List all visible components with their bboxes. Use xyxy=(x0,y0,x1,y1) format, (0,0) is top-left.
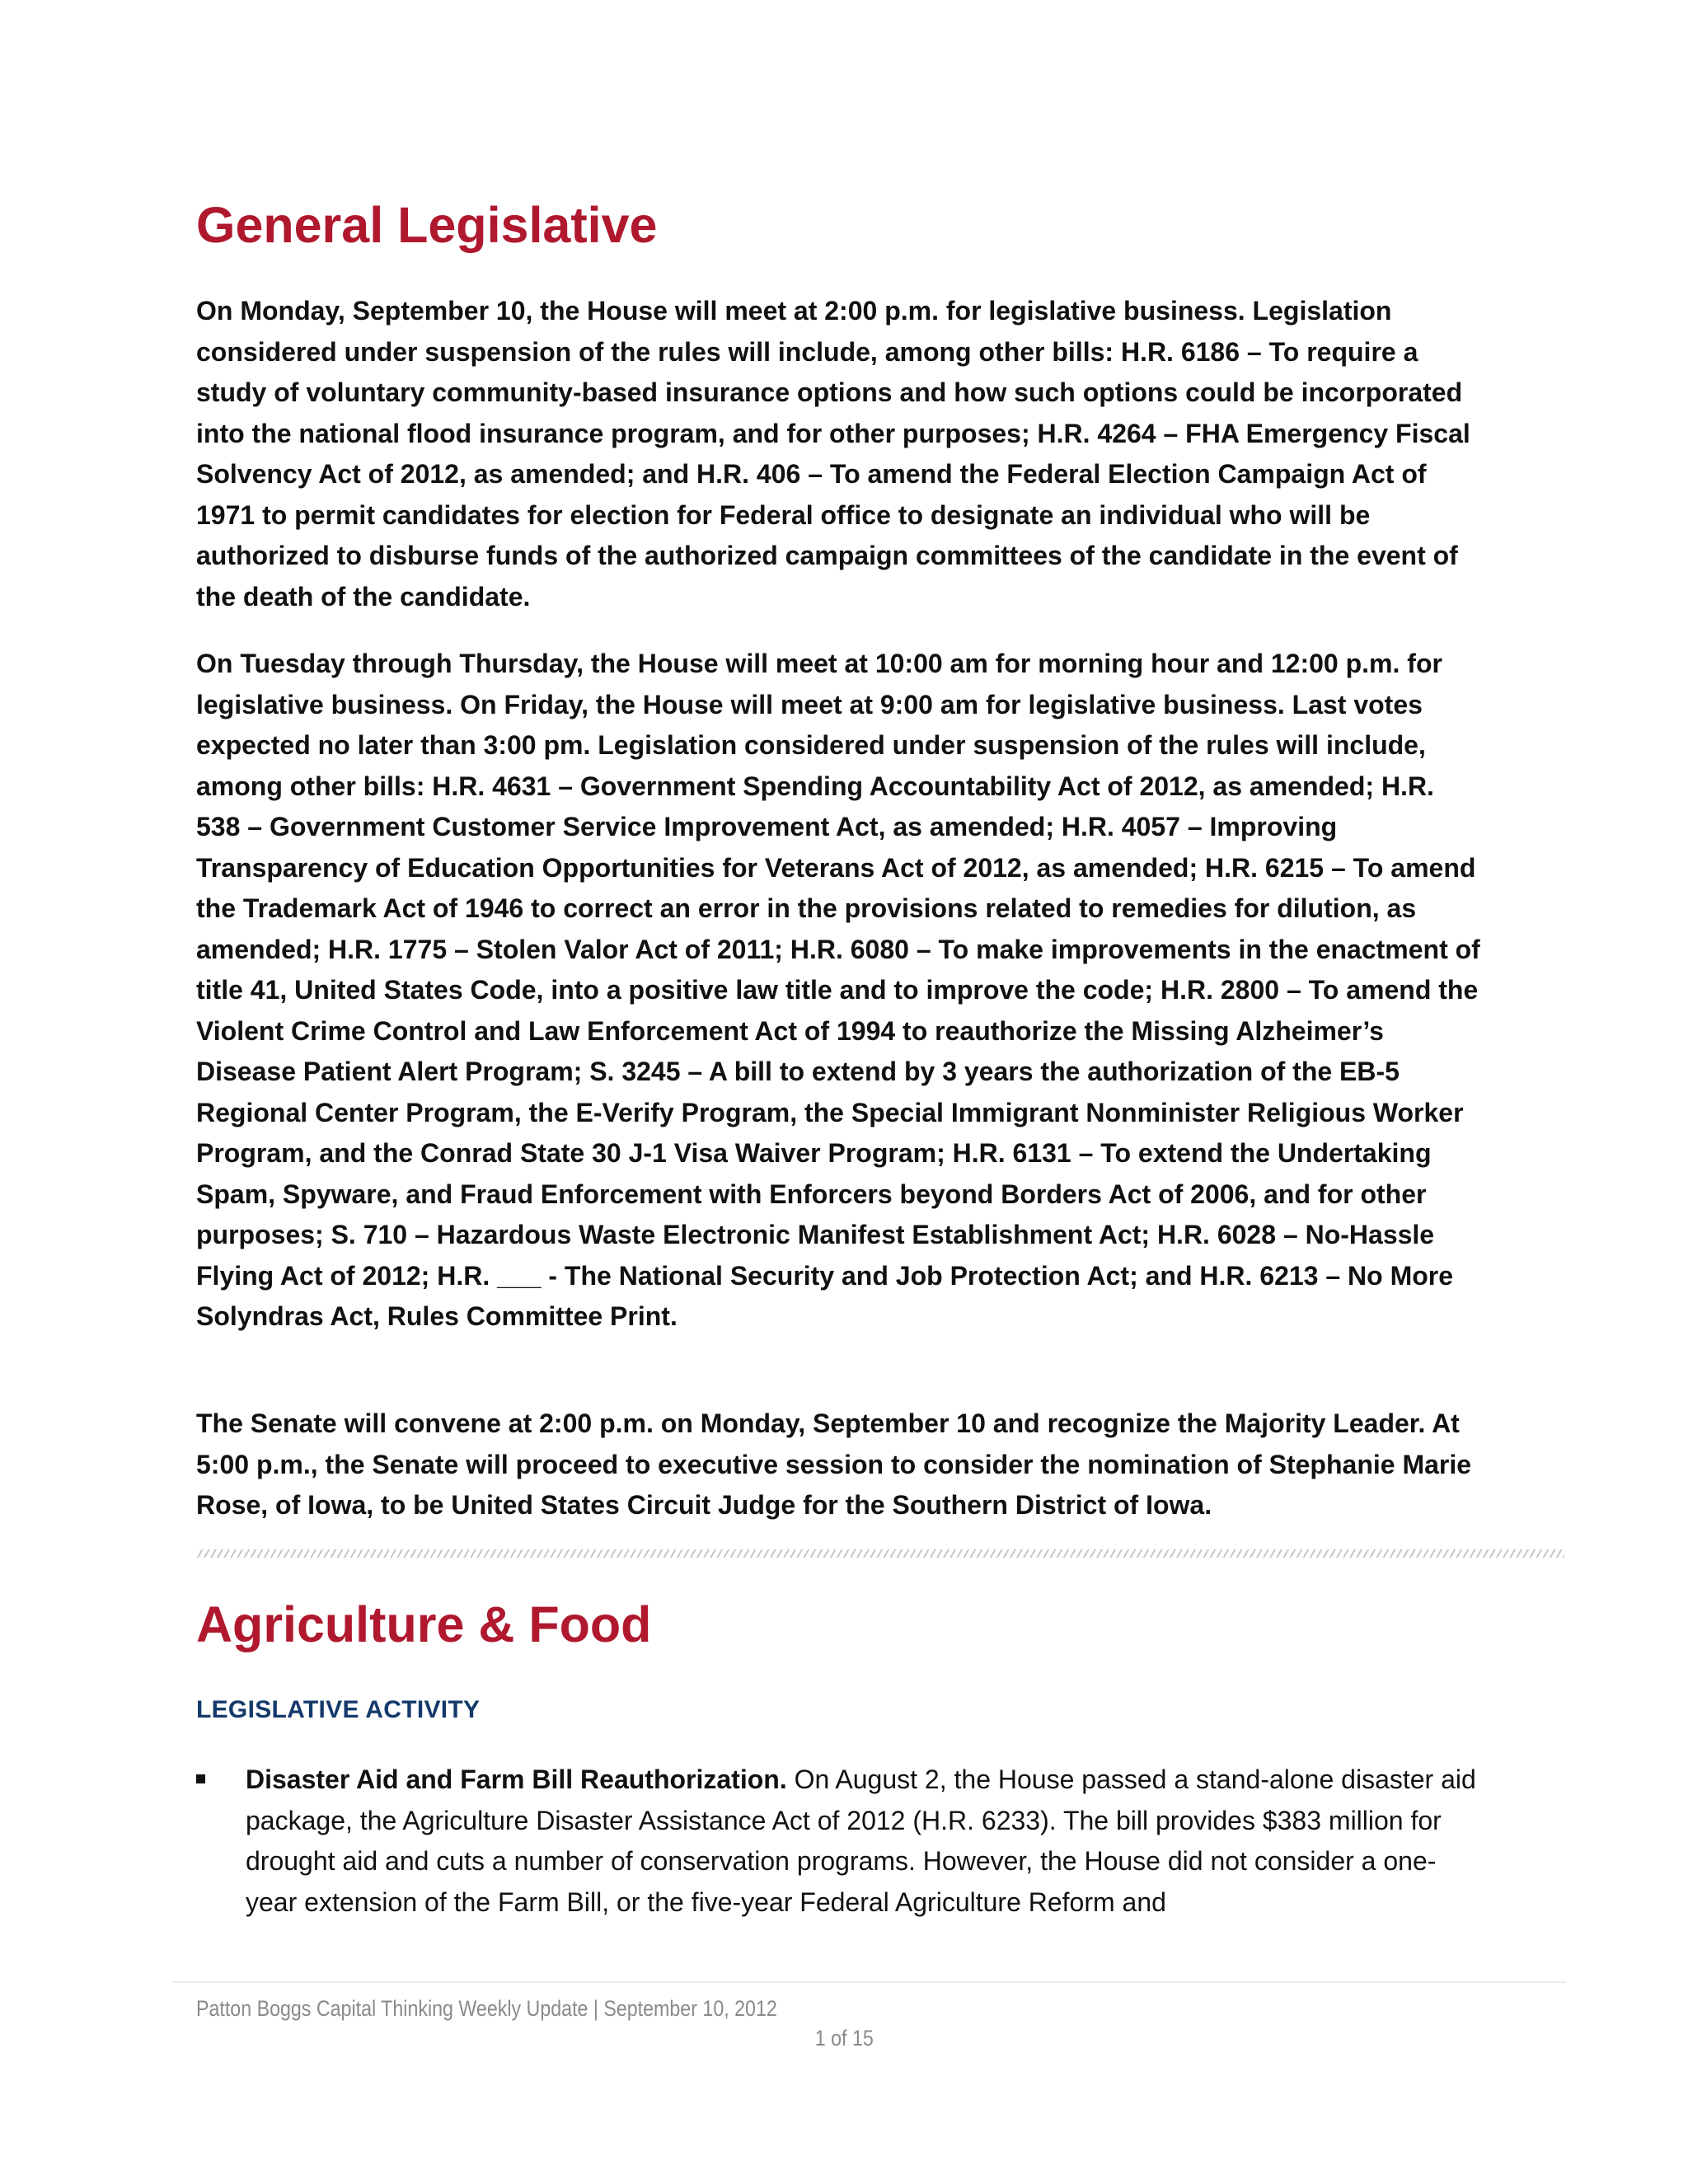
subheading-legislative-activity: LEGISLATIVE ACTIVITY xyxy=(196,1696,481,1723)
square-bullet-icon xyxy=(196,1774,205,1783)
general-legislative-paragraph-3: The Senate will convene at 2:00 p.m. on Monday, September 10 and recognize the Majority Leader. At 5:00 p.m., the Senate will proceed to executive session to consider the nomination of Stephanie Marie Rose, of Iowa, to be United States Circuit Judge for the Southern District of Iowa. xyxy=(196,1408,1472,1520)
list-item xyxy=(196,1760,1564,1923)
bullet-text xyxy=(246,1760,1482,1923)
footer-publication: Patton Boggs Capital Thinking Weekly Update | September 10, 2012 xyxy=(196,1996,777,2021)
section-title-agriculture-food: Agriculture & Food xyxy=(196,1596,652,1652)
section-divider xyxy=(196,1549,1564,1558)
bullet-body: On August 2, the House passed a stand-alone disaster aid package, the Agriculture Disaster Assistance Act of 2012 (H.R. 6233). The bill provides $383 million for drought aid and cuts a number of conservation programs. However, the House did not consider a one-year extension of the Farm Bill, or the five-year Federal Agriculture Reform and xyxy=(246,1765,1476,1917)
page-number xyxy=(0,2026,1688,2051)
general-legislative-paragraph-2: On Tuesday through Thursday, the House will meet at 10:00 am for morning hour and 12:00 p.m. for legislative business. On Friday, the House will meet at 9:00 am for legislative business. Last votes expected no later than 3:00 pm. Legislation considered under suspension of the rules will include, among other bills: H.R. 4631 – Government Spending Accountability Act of 2012, as amended; H.R. 538 – Government Customer Service Improvement Act, as amended; H.R. 4057 – Improving Transparency of Education Opportunities for Veterans Act of 2012, as amended; H.R. 6215 – To amend the Trademark Act of 1946 to correct an error in the provisions related to remedies for dilution, as amended; H.R. 1775 – Stolen Valor Act of 2011; H.R. 6080 – To make improvements in the enactment of title 41, United States Code, into a positive law title and to improve the code; H.R. 2800 – To amend the Violent Crime Control and Law Enforcement Act of 1994 to reauthorize the Missing Alzheimer’s Disease Patient Alert Program; S. 3245 – A bill to extend by 3 years the authorization of the EB-5 Regional Center Program, the E-Verify Program, the Special Immigrant Nonminister Religious Worker Program, and the Conrad State 30 J-1 Visa Waiver Program; H.R. 6131 – To extend the Undertaking Spam, Spyware, and Fraud Enforcement with Enforcers beyond Borders Act of 2006, and for other purposes; S. 710 – Hazardous Waste Electronic Manifest Establishment Act; H.R. 6028 – No-Hassle Flying Act of 2012; H.R. ___ - The National Security and Job Protection Act; and H.R. 6213 – No More Solyndras Act, Rules Committee Print. xyxy=(196,649,1480,1331)
general-legislative-paragraph-1: On Monday, September 10, the House will meet at 2:00 p.m. for legislative business. Legislation considered under suspension of the rules will include, among other bills: H.R. 6186 – To require a study of voluntary community-based insurance options and how such options could be incorporated into the national flood insurance program, and for other purposes; H.R. 4264 – FHA Emergency Fiscal Solvency Act of 2012, as amended; and H.R. 406 – To amend the Federal Election Campaign Act of 1971 to permit candidates for election for Federal office to designate an individual who will be authorized to disburse funds of the authorized campaign committees of the candidate in the event of the death of the candidate. xyxy=(196,296,1470,612)
page-number-label: 1 of 15 xyxy=(814,2026,874,2050)
bullet-lead: Disaster Aid and Farm Bill Reauthorization. xyxy=(246,1765,787,1794)
footer-rule xyxy=(173,1981,1566,1983)
section-title-general-legislative: General Legislative xyxy=(196,197,658,253)
